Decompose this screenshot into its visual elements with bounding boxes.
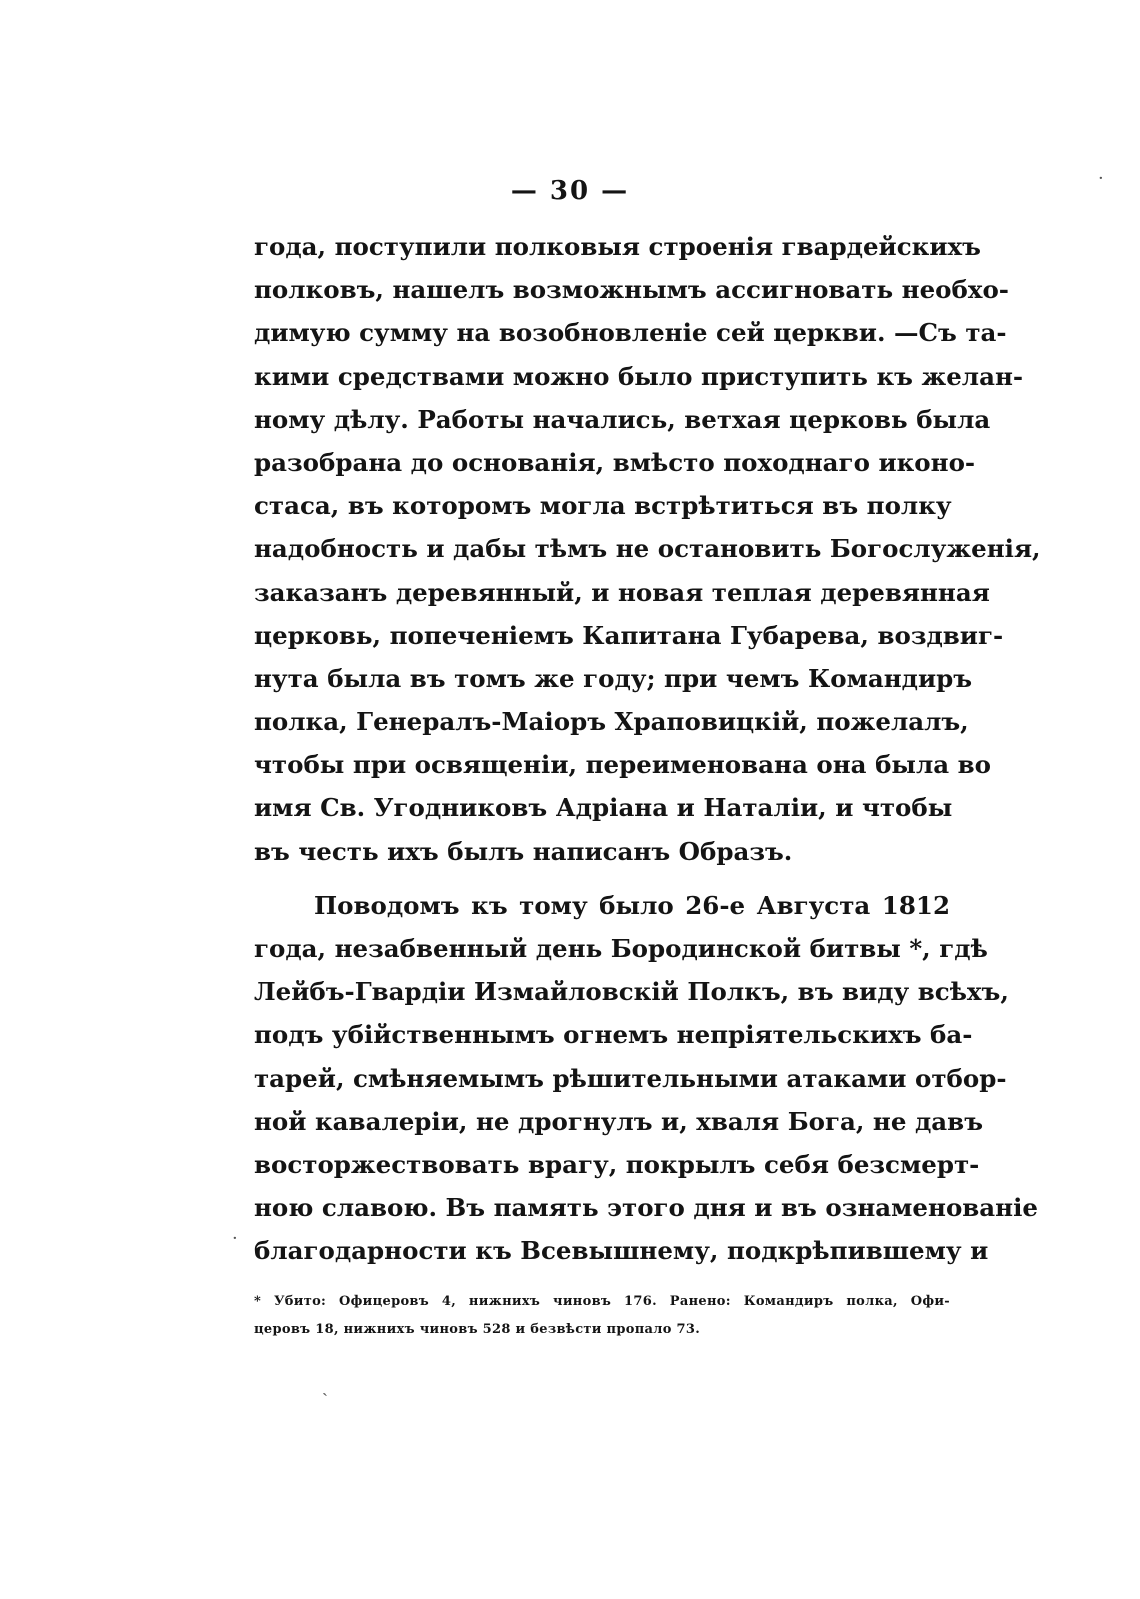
text-line: полковъ, нашелъ возможнымъ ассигновать необхо- bbox=[254, 275, 1009, 305]
text-line: ной кавалеріи, не дрогнулъ и, хваля Бога, не давъ bbox=[254, 1106, 983, 1136]
text-line: заказанъ деревянный, и новая теплая деревянная bbox=[254, 577, 990, 607]
paragraph-1 bbox=[254, 225, 1041, 873]
text-line: кими средствами можно было приступить къ желан- bbox=[254, 361, 1024, 391]
body-text bbox=[254, 225, 1041, 1273]
paragraph-gap bbox=[254, 873, 950, 884]
text-line: ною славою. Въ память этого дня и въ ознаменованіе bbox=[254, 1193, 1039, 1223]
text-line: Лейбъ-Гвардіи Измайловскій Полкъ, въ виду всѣхъ, bbox=[254, 977, 1009, 1007]
text-line: Поводомъ къ тому было 26-е Августа 1812 bbox=[314, 890, 950, 920]
text-line: ному дѣлу. Работы начались, ветхая церковь была bbox=[254, 404, 991, 434]
text-line: нута была въ томъ же году; при чемъ Командиръ bbox=[254, 663, 973, 693]
text-line: тарей, смѣняемымъ рѣшительными атаками отбор- bbox=[254, 1063, 1007, 1093]
footnote-line: церовъ 18, нижнихъ чиновъ 528 и безвѣсти пропало 73. bbox=[254, 1322, 701, 1337]
scan-speck: ˏ bbox=[322, 1376, 328, 1397]
text-line: въ честь ихъ былъ написанъ Образъ. bbox=[254, 836, 793, 866]
text-line: восторжествовать врагу, покрылъ себя безсмерт- bbox=[254, 1149, 980, 1179]
text-line: церковь, попеченіемъ Капитана Губарева, воздвиг- bbox=[254, 620, 1004, 650]
scan-speck: · bbox=[1098, 168, 1104, 189]
text-line: года, поступили полковыя строенія гвардейскихъ bbox=[254, 232, 981, 261]
text-line: имя Св. Угодниковъ Адріана и Наталіи, и чтобы bbox=[254, 793, 953, 823]
text-line: подъ убійственнымъ огнемъ непріятельскихъ ба- bbox=[254, 1020, 973, 1050]
footnote-line: * Убито: Офицеровъ 4, нижнихъ чиновъ 176. Ранено: Командиръ полка, Офи- bbox=[254, 1294, 950, 1309]
page-number: — 30 — bbox=[510, 176, 630, 206]
footnote bbox=[254, 1288, 950, 1344]
text-line: стаса, въ которомъ могла встрѣтиться въ полку bbox=[254, 491, 952, 521]
text-line: полка, Генералъ-Маіоръ Храповицкій, пожелалъ, bbox=[254, 707, 969, 737]
text-line: года, незабвенный день Бородинской битвы *, гдѣ bbox=[254, 934, 988, 963]
text-line: разобрана до основанія, вмѣсто походнаго иконо- bbox=[254, 447, 976, 477]
text-line: чтобы при освященіи, переименована она была во bbox=[254, 750, 992, 780]
paragraph-2 bbox=[254, 884, 1039, 1273]
text-line: димую сумму на возобновленіе сей церкви. —Съ та- bbox=[254, 318, 1007, 348]
text-line: надобность и дабы тѣмъ не остановить Богослуженія, bbox=[254, 534, 1041, 564]
scan-speck: · bbox=[232, 1228, 238, 1249]
text-line: благодарности къ Всевышнему, подкрѣпившему и bbox=[254, 1236, 989, 1266]
